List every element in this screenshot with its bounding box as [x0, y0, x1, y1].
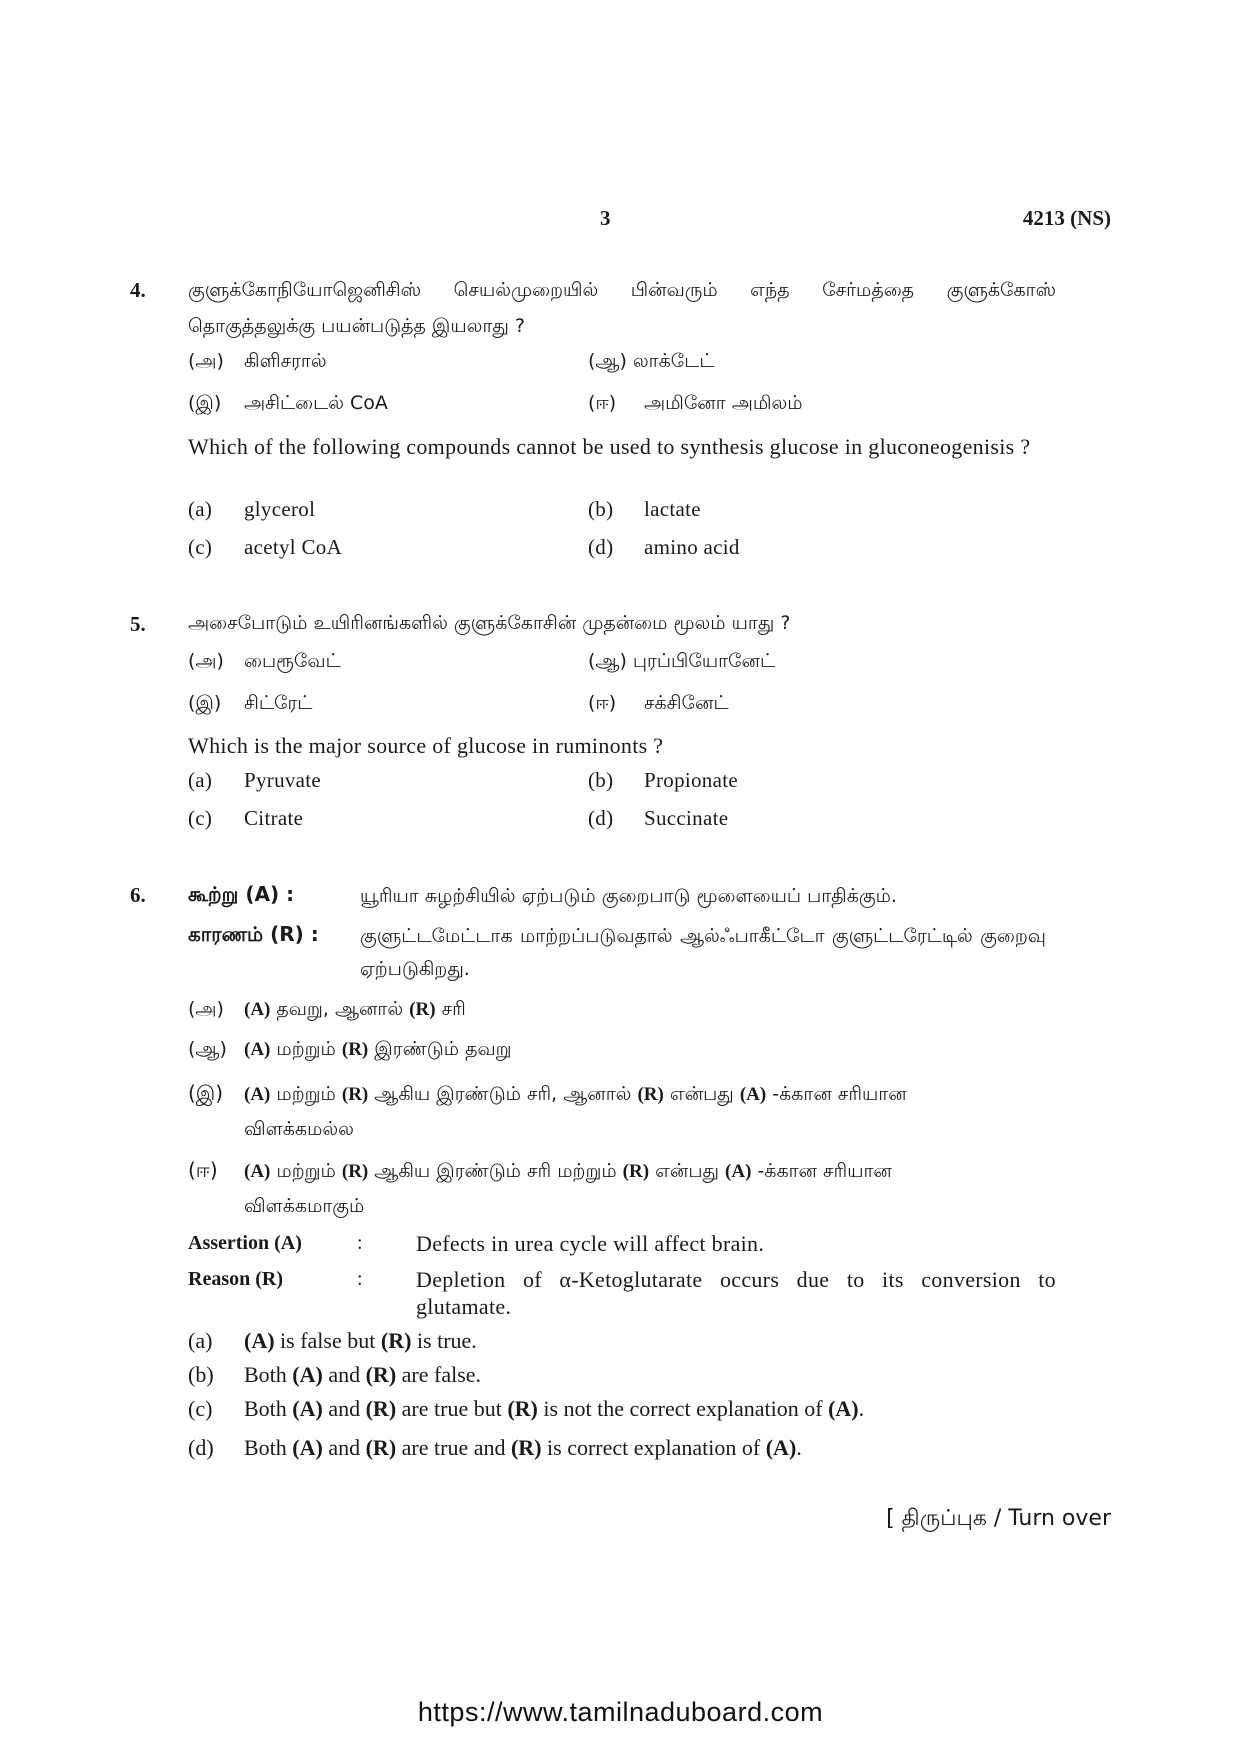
option: (இ) அசிட்டைல் CoA [188, 392, 388, 414]
option: (ஆ) லாக்டேட் [588, 350, 715, 372]
question-text-tamil: அசைபோடும் உயிரினங்களில் குளுக்கோசின் முதன்மை மூலம் யாது ? [188, 612, 791, 634]
option: (c) acetyl CoA [188, 535, 343, 559]
option [188, 1153, 1056, 1223]
option: (d) Succinate [588, 806, 729, 830]
option-text: (A) மற்றும் (R) ஆகிய இரண்டும் சரி, ஆனால் (R) என்பது (A) -க்கான சரியான [244, 1083, 907, 1105]
option-label: (இ) [188, 1081, 224, 1105]
question-number: 4. [130, 278, 146, 302]
tamil-reason-text: குளுட்டமேட்டாக மாற்றப்படுவதால் ஆல்ஃபாகீட்டோ குளுட்டரேட்டில் குறைவு ஏற்படுகிறது. [360, 925, 1046, 980]
option: (a) glycerol [188, 497, 316, 521]
tamil-assertion-label: கூற்று (A) : [188, 882, 295, 906]
option-continuation: விளக்கமல்ல [244, 1118, 354, 1140]
option: (ஈ) சக்சினேட் [588, 692, 729, 714]
reason-label: Reason (R) [188, 1268, 283, 1290]
assertion-colon: : [357, 1232, 363, 1254]
question-text-tamil: குளுக்கோநியோஜெனிசிஸ் செயல்முறையில் பின்வரும் எந்த சேர்மத்தை குளுக்கோஸ் தொகுத்தலுக்கு பயன்படுத்த இயலாது ? [188, 279, 1056, 337]
option [188, 1076, 1056, 1146]
option-continuation: விளக்கமாகும் [244, 1195, 365, 1217]
turn-over-note: [ திருப்புக / Turn over [886, 1506, 1111, 1531]
option-text: (A) மற்றும் (R) ஆகிய இரண்டும் சரி மற்றும் (R) என்பது (A) -க்கான சரியான [244, 1160, 892, 1182]
tamil-assertion-text: யூரியா சுழற்சியில் ஏற்படும் குறைபாடு மூளையைப் பாதிக்கும். [360, 885, 897, 907]
option: (ஆ) (A) மற்றும் (R) இரண்டும் தவறு [188, 1038, 512, 1060]
option: (d) Both (A) and (R) are true and (R) is correct explanation of (A). [188, 1435, 802, 1460]
option: (அ) பைரூவேட் [188, 650, 341, 672]
paper-code: 4213 (NS) [1022, 206, 1111, 230]
option: (b) Both (A) and (R) are false. [188, 1362, 482, 1387]
option: (a) (A) is false but (R) is true. [188, 1328, 477, 1353]
reason-text: Depletion of α-Ketoglutarate occurs due to its conversion to glutamate. [416, 1267, 1056, 1319]
option-label: (ஈ) [188, 1158, 218, 1182]
option: (ஆ) புரப்பியோனேட் [588, 650, 776, 672]
option: (ஈ) அமினோ அமிலம் [588, 392, 803, 414]
page-number: 3 [600, 206, 611, 230]
option: (அ) கிளிசரால் [188, 350, 327, 372]
source-url[interactable]: https://www.tamilnaduboard.com [417, 1697, 824, 1727]
question-number: 5. [130, 612, 146, 636]
option: (a) Pyruvate [188, 768, 322, 792]
option: (b) lactate [588, 497, 701, 521]
tamil-reason-label: காரணம் (R) : [188, 922, 319, 946]
question-text-english: Which of the following compounds cannot be used to synthesis glucose in gluconeogenisis ? [188, 434, 1031, 459]
assertion-label: Assertion (A) [188, 1232, 302, 1254]
question-number: 6. [130, 883, 146, 907]
option: (அ) (A) தவறு, ஆனால் (R) சரி [188, 998, 466, 1020]
reason-colon: : [357, 1268, 363, 1290]
option: (இ) சிட்ரேட் [188, 692, 313, 714]
option: (c) Both (A) and (R) are true but (R) is not the correct explanation of (A). [188, 1396, 865, 1421]
option: (b) Propionate [588, 768, 738, 792]
question-text-english: Which is the major source of glucose in ruminonts ? [188, 733, 664, 758]
option: (c) Citrate [188, 806, 304, 830]
option: (d) amino acid [588, 535, 740, 559]
assertion-text: Defects in urea cycle will affect brain. [416, 1231, 765, 1256]
